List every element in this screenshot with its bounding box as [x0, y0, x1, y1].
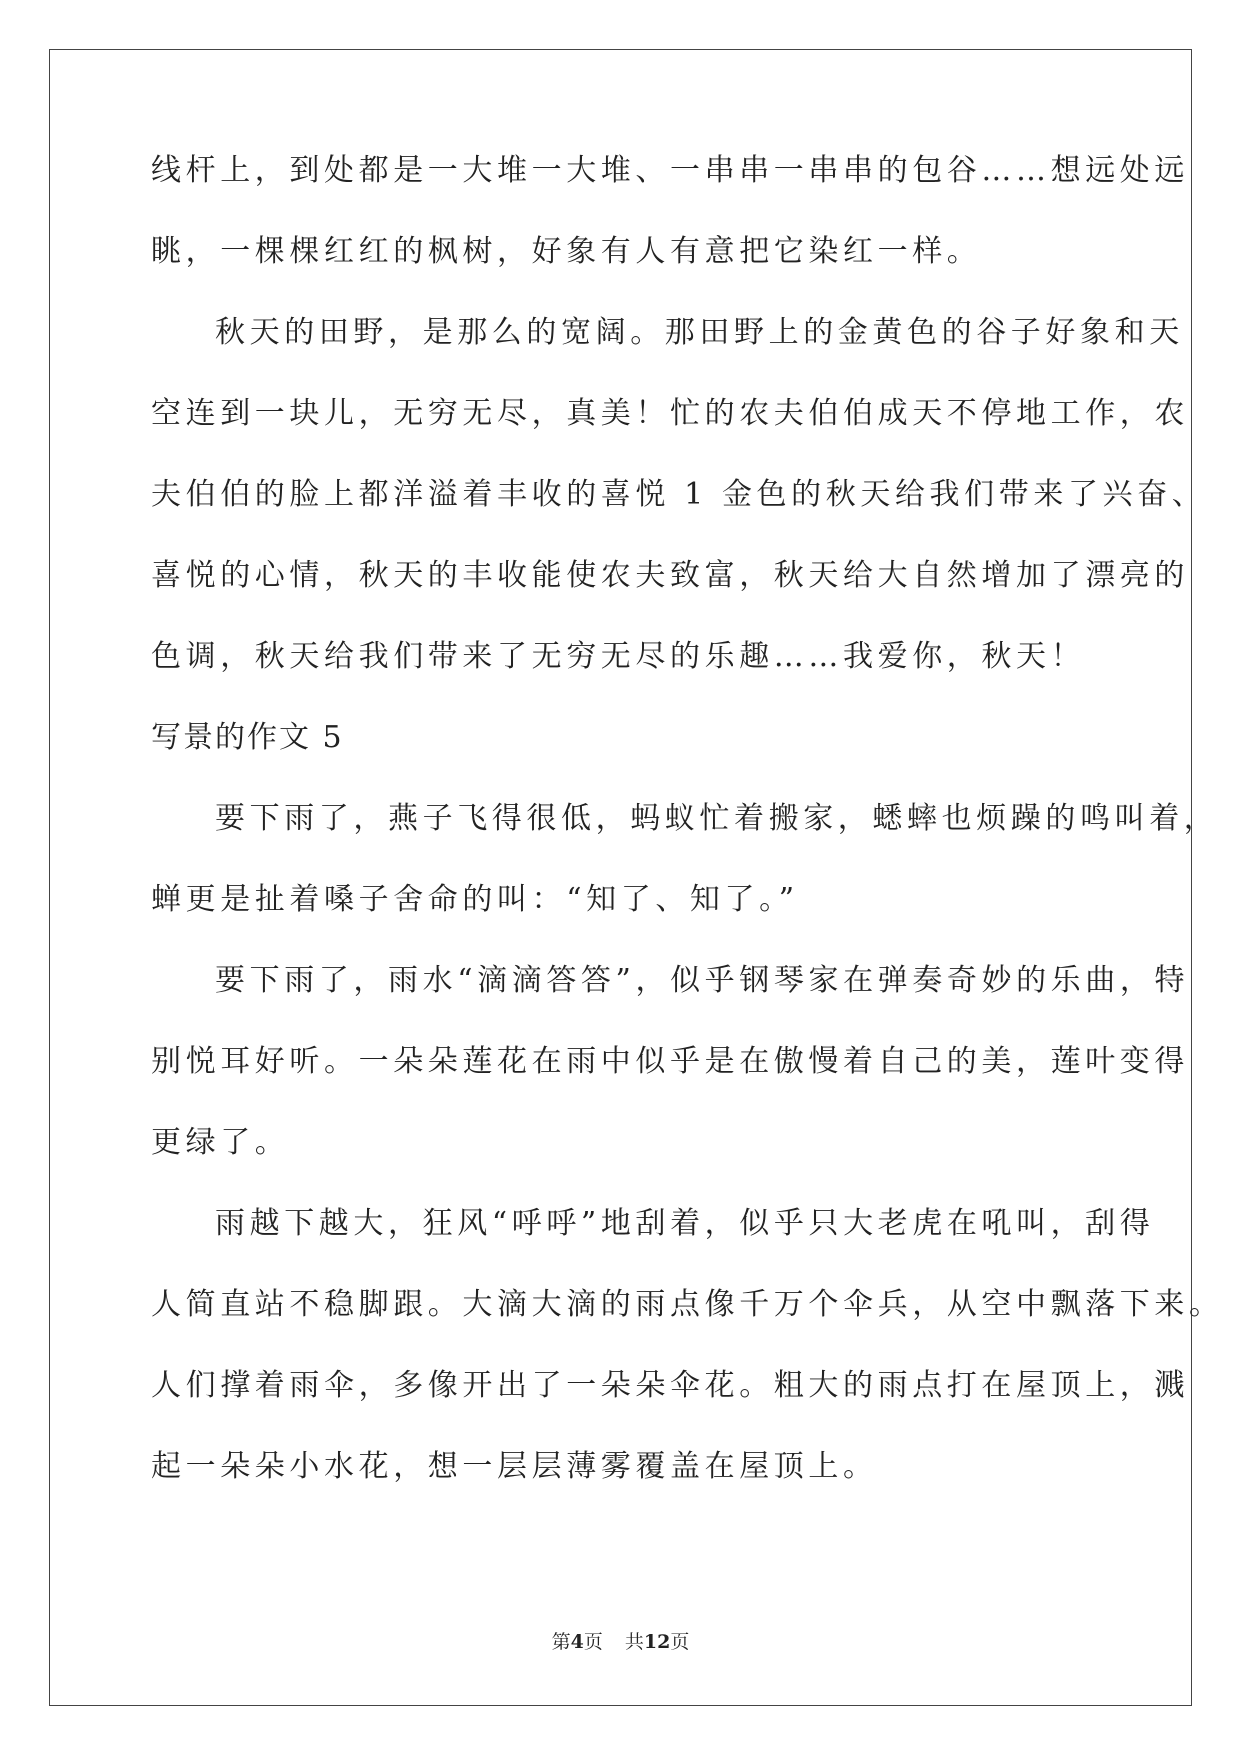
paragraph-start-line: 要下雨了，雨水“滴滴答答”，似乎钢琴家在弹奏奇妙的乐曲，特	[215, 963, 1190, 998]
text-line: 空连到一块儿，无穷无尽，真美！忙的农夫伯伯成天不停地工作，农	[151, 396, 1189, 431]
section-heading: 写景的作文 5	[151, 720, 344, 755]
total-pages-number: 12	[643, 1631, 671, 1653]
text-line: 别悦耳好听。一朵朵莲花在雨中似乎是在傲慢着自己的美，莲叶变得	[151, 1044, 1189, 1079]
text-line: 夫伯伯的脸上都洋溢着丰收的喜悦 1 金色的秋天给我们带来了兴奋、	[151, 477, 1207, 512]
total-suffix: 页	[670, 1631, 690, 1653]
paragraph-start-line: 要下雨了，燕子飞得很低，蚂蚁忙着搬家，蟋蟀也烦躁的鸣叫着，	[215, 801, 1219, 836]
current-page-number: 4	[570, 1631, 584, 1653]
page-prefix: 第	[551, 1631, 571, 1653]
text-line: 人简直站不稳脚跟。大滴大滴的雨点像千万个伞兵，从空中飘落下来。	[151, 1287, 1224, 1322]
document-body	[151, 146, 1224, 1523]
text-line: 色调，秋天给我们带来了无穷无尽的乐趣……我爱你，秋天！	[151, 639, 1086, 674]
paragraph-start-line: 雨越下越大，狂风“呼呼”地刮着，似乎只大老虎在吼叫，刮得	[215, 1206, 1155, 1241]
text-line: 眺，一棵棵红红的枫树，好象有人有意把它染红一样。	[151, 234, 982, 269]
text-line: 喜悦的心情，秋天的丰收能使农夫致富，秋天给大自然增加了漂亮的	[151, 558, 1189, 593]
text-line: 人们撑着雨伞，多像开出了一朵朵伞花。粗大的雨点打在屋顶上，溅	[151, 1368, 1189, 1403]
text-line: 起一朵朵小水花，想一层层薄雾覆盖在屋顶上。	[151, 1449, 878, 1484]
total-prefix: 共	[624, 1631, 644, 1653]
text-line: 更绿了。	[151, 1125, 290, 1160]
page-footer	[0, 1627, 1241, 1654]
text-line: 蝉更是扯着嗓子舍命的叫：“知了、知了。”	[151, 882, 799, 917]
page-suffix: 页	[583, 1631, 603, 1653]
paragraph-start-line: 秋天的田野，是那么的宽阔。那田野上的金黄色的谷子好象和天	[215, 315, 1184, 350]
text-line: 线杆上，到处都是一大堆一大堆、一串串一串串的包谷……想远处远	[151, 153, 1189, 188]
